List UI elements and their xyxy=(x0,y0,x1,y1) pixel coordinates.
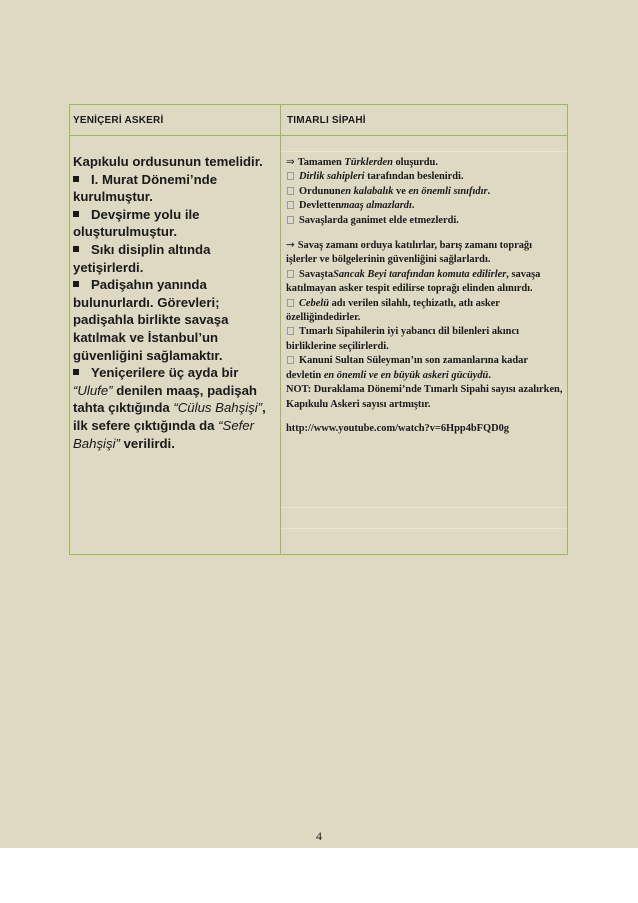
sipahi-line: Savaşlarda ganimet elde etmezlerdi. xyxy=(286,214,565,228)
column-divider xyxy=(280,105,281,554)
yeniceri-bullet: Sıkı disiplin altında yetişirlerdi. xyxy=(73,241,211,275)
spacer xyxy=(286,228,565,238)
sipahi-line: Ordununen kalabalık ve en önemli sınıfıdır. xyxy=(286,185,565,199)
sipahi-line: Devlettenmaaş almazlardı. xyxy=(286,199,565,213)
yeniceri-bullet: Devşirme yolu ile oluşturulmuştur. xyxy=(73,206,200,240)
yeniceri-bullet: Yeniçerilere üç ayda bir “Ulufe” denilen maaş, padişah tahta çıktığında “Cülus Bahşişi”, ilk sefere çıktığında da “Sefer Bahşişi” verilirdi. xyxy=(73,365,266,451)
spacer xyxy=(286,412,565,422)
header-divider xyxy=(70,135,567,136)
faint-rule xyxy=(281,151,567,152)
checkbox-glyph-icon xyxy=(287,172,294,180)
square-bullet-icon xyxy=(73,369,79,375)
yeniceri-column xyxy=(73,153,277,452)
sipahi-paragraph: Tımarlı Sipahilerin iyi yabancı dil bilenleri akıncı birliklerine seçilirlerdi. xyxy=(286,326,519,352)
yeniceri-intro: Kapıkulu ordusunun temelidir. xyxy=(73,154,263,169)
youtube-link[interactable]: http://www.youtube.com/watch?v=6Hpp4bFQD0g xyxy=(286,422,509,434)
sipahi-paragraph: → Savaş zamanı orduya katılırlar, barış zamanı toprağı işlerler ve bölgelerinin güvenliğini sağlarlardı. xyxy=(286,239,532,266)
checkbox-glyph-icon xyxy=(287,270,294,278)
sipahi-paragraph: Kanuni Sultan Süleyman’ın son zamanlarına kadar devletin en önemli ve en büyük askeri gücüydü. xyxy=(286,355,528,381)
square-bullet-icon xyxy=(73,176,79,182)
sipahi-note: NOT: Duraklama Dönemi’nde Tımarlı Sipahi sayısı azalırken, Kapıkulu Askeri sayısı artmıştır. xyxy=(286,384,563,410)
double-arrow-icon: ⇒ xyxy=(286,156,295,168)
page-number: 4 xyxy=(316,829,322,843)
arrow-right-icon: → xyxy=(286,239,295,252)
yeniceri-bullet: Padişahın yanında bulunurlardı. Görevleri; padişahla birlikte savaşa katılmak ve İstanbul’un güvenliğini sağlamaktır. xyxy=(73,277,229,363)
square-bullet-icon xyxy=(73,246,79,252)
sipahi-paragraph: Cebelü adı verilen silahlı, teçhizatlı, atlı asker özelliğindedirler. xyxy=(286,297,500,324)
yeniceri-bullet: I. Murat Dönemi’nde kurulmuştur. xyxy=(73,171,218,205)
faint-rule xyxy=(281,507,567,508)
checkbox-glyph-icon xyxy=(287,201,294,209)
checkbox-glyph-icon xyxy=(287,327,294,335)
square-bullet-icon xyxy=(73,211,79,217)
checkbox-glyph-icon xyxy=(287,216,294,224)
sipahi-line: Dirlik sahipleri tarafından beslenirdi. xyxy=(286,170,565,184)
checkbox-glyph-icon xyxy=(287,299,294,307)
timarli-sipahi-column xyxy=(286,155,565,436)
checkbox-glyph-icon xyxy=(287,187,294,195)
square-bullet-icon xyxy=(73,281,79,287)
header-timarli-sipahi: TIMARLI SİPAHİ xyxy=(281,105,567,135)
sipahi-paragraph: SavaştaSancak Beyi tarafından komuta edilirler, savaşa katılmayan asker tespit edilirse toprağı elinden alınırdı. xyxy=(286,268,541,295)
sipahi-line: ⇒ Tamamen Türklerden oluşurdu. xyxy=(286,156,438,168)
faint-rule xyxy=(281,528,567,529)
checkbox-glyph-icon xyxy=(287,356,294,364)
comparison-table xyxy=(69,104,568,555)
header-yeniceri: YENİÇERİ ASKERİ xyxy=(70,105,280,135)
